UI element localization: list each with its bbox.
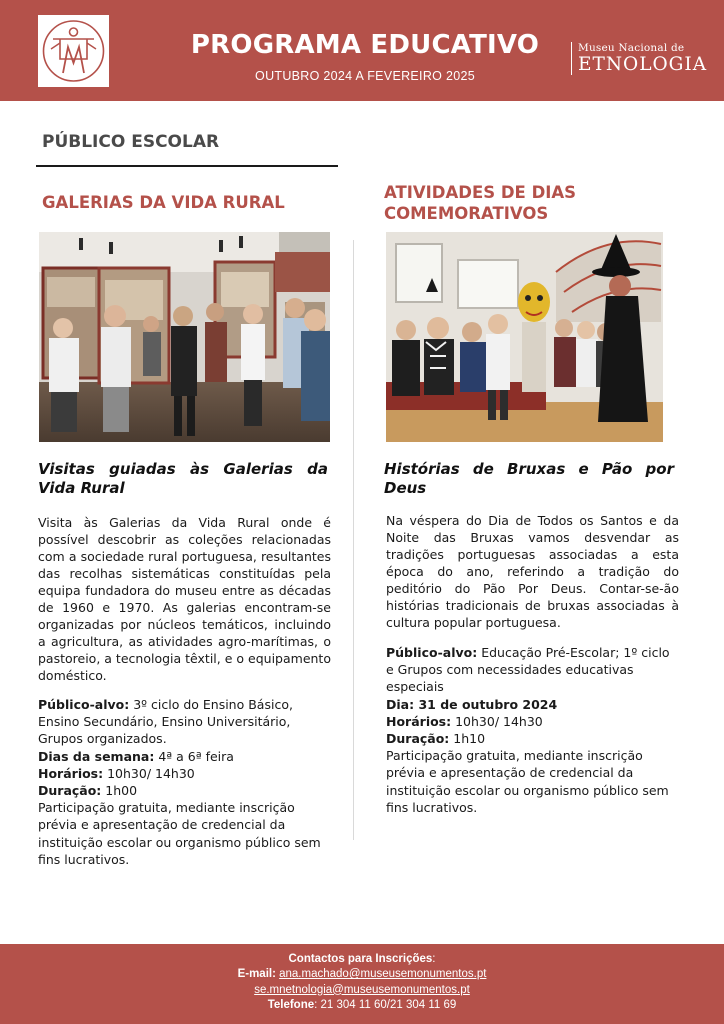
email-line [0, 967, 724, 982]
left-days [38, 748, 331, 765]
left-audience [38, 696, 331, 748]
section-divider [36, 165, 338, 167]
right-heading-line2: COMEMORATIVOS [384, 204, 549, 223]
right-activity-description: Na véspera do Dia de Todos os Santos e da Noite das Bruxas vamos desvendar as tradições portuguesas associadas a esta época do ano, referindo a tradição do peditório do Pão Por Deus. Contar-se-ão histórias tradicionais de bruxas associadas à cultura popular portuguesa. [386, 513, 679, 630]
contacts-heading [0, 952, 724, 967]
left-duration [38, 782, 331, 799]
right-audience [386, 644, 679, 696]
museum-name-line2: ETNOLOGIA [578, 54, 708, 75]
witches-event-photo [386, 232, 663, 442]
left-hours-value: 10h30/ 14h30 [103, 765, 195, 781]
contacts-colon: : [432, 953, 436, 965]
page-subtitle: OUTUBRO 2024 A FEVEREIRO 2025 [255, 69, 475, 83]
left-duration-label: Duração: [38, 783, 102, 799]
right-duration-label: Duração: [386, 731, 450, 747]
left-activity-title: Visitas guiadas às Galerias da Vida Rural [38, 460, 328, 497]
email-link-1[interactable]: ana.machado@museusemonumentos.pt [279, 968, 487, 981]
gallery-visit-photo [39, 232, 330, 442]
phone-value: : 21 304 11 60/21 304 11 69 [314, 998, 457, 1011]
right-day-label: Dia: 31 de outubro 2024 [386, 696, 558, 712]
left-duration-value: 1h00 [101, 783, 138, 799]
left-column-heading: GALERIAS DA VIDA RURAL [42, 193, 285, 212]
phone-label: Telefone [267, 998, 315, 1011]
left-days-label: Dias da semana: [38, 748, 155, 764]
column-divider [353, 240, 354, 840]
contacts-label: Contactos para Inscrições [288, 953, 433, 965]
right-hours-value: 10h30/ 14h30 [451, 713, 543, 729]
phone-line [0, 998, 724, 1013]
page-title: PROGRAMA EDUCATIVO [190, 30, 540, 60]
right-audience-value: Educação Pré-Escolar; 1º ciclo e Grupos com necessidades educativas especiais [386, 645, 670, 695]
left-days-value: 4ª a 6ª feira [154, 748, 234, 764]
right-column-heading [384, 182, 576, 224]
section-label: PÚBLICO ESCOLAR [42, 132, 220, 152]
museum-name-line1: Museu Nacional de [578, 42, 685, 54]
left-participation: Participação gratuita, mediante inscrição prévia e apresentação de credencial da instituição escolar ou organismo público sem fins lucrativos. [38, 800, 321, 867]
museum-wordmark [571, 42, 708, 75]
email-label: E-mail: [237, 968, 276, 981]
left-activity-description: Visita às Galerias da Vida Rural onde é possível descobrir as coleções relacionadas com a sociedade rural portuguesa, resultantes das recolhas sistemáticas constituídas pela equipa fundadora do museu entre as décadas de 1960 e 1970. As galerias encontram-se organizadas por núcleos temáticos, incluindo a agricultura, as atividades agro-marítimas, o pastoreio, a tecnologia têxtil, e o equipamento doméstico. [38, 515, 331, 683]
contacts-footer [0, 944, 724, 1024]
header-banner [0, 0, 724, 101]
right-heading-line1: ATIVIDADES DE DIAS [384, 183, 577, 202]
right-audience-label: Público-alvo: [386, 645, 478, 660]
email-line-2 [0, 983, 724, 998]
right-hours-label: Horários: [386, 713, 452, 729]
right-hours [386, 713, 679, 730]
left-activity-details [38, 696, 331, 868]
right-duration-value: 1h10 [449, 731, 486, 747]
left-audience-label: Público-alvo: [38, 697, 130, 712]
left-hours [38, 765, 331, 782]
right-activity-details [386, 644, 679, 816]
museum-logo-icon [38, 15, 109, 87]
right-duration [386, 730, 679, 747]
right-day [386, 696, 679, 713]
right-participation: Participação gratuita, mediante inscrição prévia e apresentação de credencial da instituição escolar ou organismo público sem fins lucrativos. [386, 748, 669, 815]
email-link-2[interactable]: se.mnetnologia@museusemonumentos.pt [254, 983, 470, 996]
right-activity-title: Histórias de Bruxas e Pão por Deus [384, 460, 674, 497]
left-hours-label: Horários: [38, 765, 104, 781]
museum-logo [38, 15, 109, 87]
left-audience-value: 3º ciclo do Ensino Básico, Ensino Secundário, Ensino Universitário, Grupos organizados. [38, 697, 293, 747]
